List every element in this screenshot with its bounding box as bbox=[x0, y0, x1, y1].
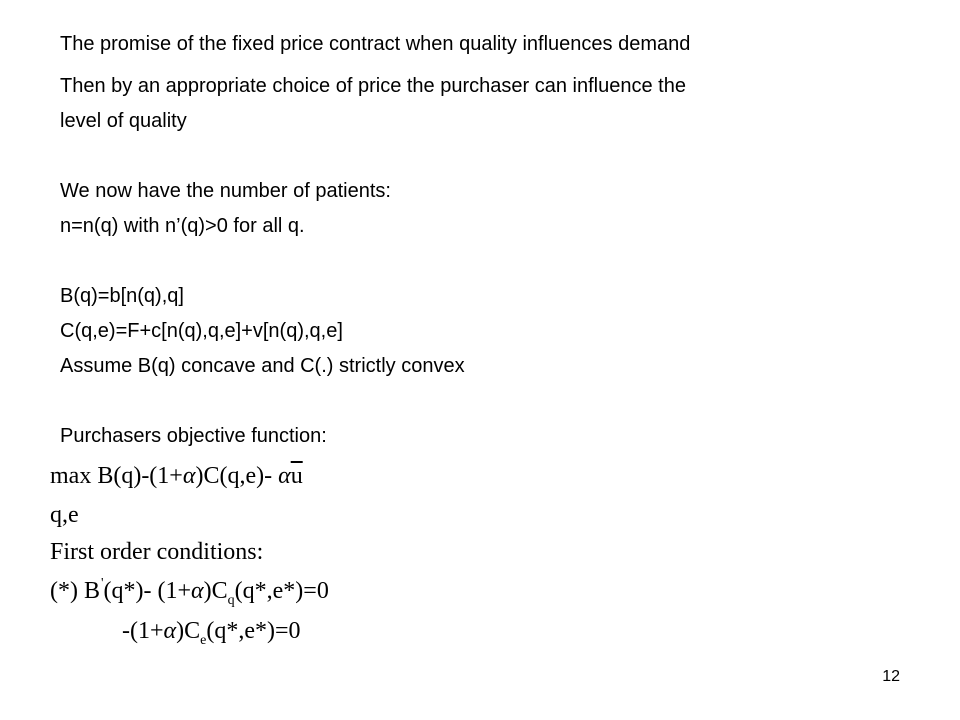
foc2-lead: -(1+ bbox=[122, 618, 164, 644]
objective-label: Purchasers objective function: bbox=[60, 425, 327, 447]
foc1-lead: (*) B bbox=[50, 578, 100, 604]
foc-equation-2 bbox=[122, 617, 301, 649]
foc1-mid: (q*)- (1+ bbox=[103, 578, 192, 604]
subscript-q: q bbox=[227, 593, 235, 608]
obj-part-2: )C(q,e)- bbox=[195, 463, 279, 489]
foc-label: First order conditions: bbox=[50, 539, 264, 565]
foc1-c: )C bbox=[203, 578, 228, 604]
benefit-equation: B(q)=b[n(q),q] bbox=[60, 285, 184, 307]
intro-line-2: level of quality bbox=[60, 110, 187, 132]
cost-equation: C(q,e)=F+c[n(q),q,e]+v[n(q),q,e] bbox=[60, 320, 343, 342]
objective-choice-variables: q,e bbox=[50, 502, 79, 528]
foc2-c: )C bbox=[176, 618, 201, 644]
foc2-end: (q*,e*)=0 bbox=[206, 618, 301, 644]
patients-line-1: We now have the number of patients: bbox=[60, 180, 391, 202]
alpha-symbol: α bbox=[278, 463, 291, 489]
prime-symbol: ' bbox=[101, 576, 104, 591]
patients-line-2: n=n(q) with n’(q)>0 for all q. bbox=[60, 215, 305, 237]
alpha-symbol: α bbox=[191, 578, 204, 604]
objective-function bbox=[50, 462, 303, 490]
u-bar-symbol: $\overline{u}$ bbox=[290, 463, 303, 489]
assumption-text: Assume B(q) concave and C(.) strictly convex bbox=[60, 355, 465, 377]
foc1-end: (q*,e*)=0 bbox=[234, 578, 329, 604]
page-number: 12 bbox=[882, 668, 900, 685]
intro-line-1: Then by an appropriate choice of price the purchaser can influence the bbox=[60, 75, 686, 97]
slide-title: The promise of the fixed price contract when quality influences demand bbox=[60, 33, 691, 55]
obj-part-1: max B(q)-(1+ bbox=[50, 463, 183, 489]
subscript-e: e bbox=[200, 633, 207, 648]
alpha-symbol: α bbox=[182, 463, 196, 489]
alpha-symbol: α bbox=[163, 618, 177, 644]
foc-equation-1 bbox=[50, 577, 329, 609]
